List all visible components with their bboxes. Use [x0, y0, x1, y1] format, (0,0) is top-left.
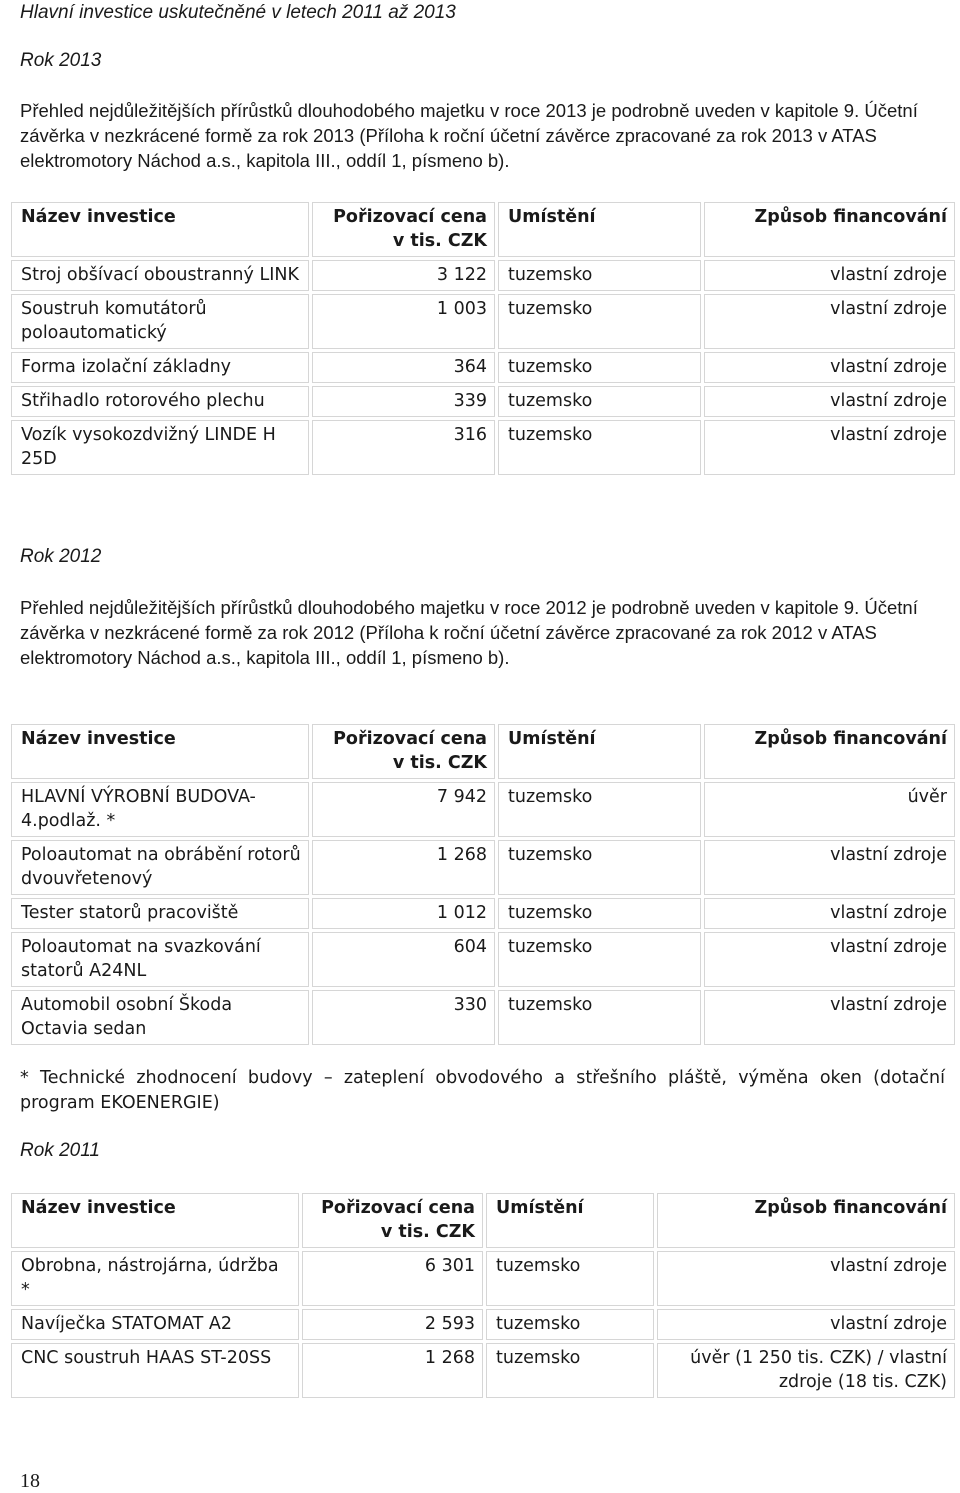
header-name: Název investice	[11, 202, 309, 257]
location: tuzemsko	[498, 840, 701, 895]
financing-method: vlastní zdroje	[704, 294, 955, 349]
investment-name: Forma izolační základny	[11, 352, 309, 383]
financing-method: vlastní zdroje	[704, 898, 955, 929]
financing-method: vlastní zdroje	[704, 260, 955, 291]
page-heading: Hlavní investice uskutečněné v letech 2011 až 2013	[20, 2, 456, 23]
table-header-row	[11, 202, 955, 257]
location: tuzemsko	[486, 1309, 654, 1340]
acquisition-price: 2 593	[302, 1309, 483, 1340]
section-title-2013: Rok 2013	[20, 50, 102, 71]
table-row	[11, 898, 955, 929]
location: tuzemsko	[486, 1251, 654, 1306]
investment-table-2013	[8, 199, 958, 478]
financing-method: vlastní zdroje	[704, 932, 955, 987]
investment-name: Navíječka STATOMAT A2	[11, 1309, 299, 1340]
table-row	[11, 260, 955, 291]
acquisition-price: 1 268	[312, 840, 495, 895]
investment-name: Stroj obšívací oboustranný LINK	[11, 260, 309, 291]
paragraph-2012: Přehled nejdůležitějších přírůstků dlouhodobého majetku v roce 2012 je podrobně uveden v kapitole 9. Účetní závěrka v nezkrácené formě za rok 2012 (Příloha k roční účetní závěrce zpracované za rok 2012 v ATAS elektromotory Náchod a.s., kapitola III., oddíl 1, písmeno b).	[20, 597, 918, 668]
acquisition-price: 316	[312, 420, 495, 475]
financing-method: úvěr (1 250 tis. CZK) / vlastní zdroje (18 tis. CZK)	[657, 1343, 955, 1398]
section-title-2012: Rok 2012	[20, 546, 102, 567]
location: tuzemsko	[498, 898, 701, 929]
acquisition-price: 330	[312, 990, 495, 1045]
investment-name: Obrobna, nástrojárna, údržba *	[11, 1251, 299, 1306]
acquisition-price: 1 012	[312, 898, 495, 929]
paragraph-2013: Přehled nejdůležitějších přírůstků dlouhodobého majetku v roce 2013 je podrobně uveden v kapitole 9. Účetní závěrka v nezkrácené formě za rok 2013 (Příloha k roční účetní závěrce zpracované za rok 2013 v ATAS elektromotory Náchod a.s., kapitola III., oddíl 1, písmeno b).	[20, 100, 918, 171]
table-row	[11, 1343, 955, 1398]
table-row	[11, 294, 955, 349]
acquisition-price: 339	[312, 386, 495, 417]
investment-name: CNC soustruh HAAS ST-20SS	[11, 1343, 299, 1398]
header-financing: Způsob financování	[704, 202, 955, 257]
acquisition-price: 6 301	[302, 1251, 483, 1306]
table-header-row	[11, 724, 955, 779]
table-row	[11, 932, 955, 987]
investment-name: Automobil osobní Škoda Octavia sedan	[11, 990, 309, 1045]
acquisition-price: 364	[312, 352, 495, 383]
financing-method: vlastní zdroje	[657, 1309, 955, 1340]
investment-name: Tester statorů pracoviště	[11, 898, 309, 929]
table-row	[11, 782, 955, 837]
investment-name: Soustruh komutátorů poloautomatický	[11, 294, 309, 349]
table-row	[11, 386, 955, 417]
investment-name: Vozík vysokozdvižný LINDE H 25D	[11, 420, 309, 475]
location: tuzemsko	[498, 386, 701, 417]
investment-name: Střihadlo rotorového plechu	[11, 386, 309, 417]
page-number: 18	[20, 1470, 40, 1492]
location: tuzemsko	[498, 932, 701, 987]
header-price: Pořizovací cena v tis. CZK	[312, 724, 495, 779]
location: tuzemsko	[498, 782, 701, 837]
location: tuzemsko	[498, 420, 701, 475]
location: tuzemsko	[498, 260, 701, 291]
investment-name: Poloautomat na obrábění rotorů dvouvřetenový	[11, 840, 309, 895]
location: tuzemsko	[486, 1343, 654, 1398]
table-row	[11, 420, 955, 475]
section-title-2011: Rok 2011	[20, 1140, 100, 1161]
acquisition-price: 7 942	[312, 782, 495, 837]
table-row	[11, 990, 955, 1045]
header-name: Název investice	[11, 724, 309, 779]
table-row	[11, 1309, 955, 1340]
footnote-2012: * Technické zhodnocení budovy – zateplení obvodového a střešního pláště, výměna oken (dotační program EKOENERGIE)	[20, 1068, 945, 1113]
header-location: Umístění	[498, 202, 701, 257]
investment-name: Poloautomat na svazkování statorů A24NL	[11, 932, 309, 987]
acquisition-price: 1 268	[302, 1343, 483, 1398]
financing-method: úvěr	[704, 782, 955, 837]
acquisition-price: 3 122	[312, 260, 495, 291]
table-header-row	[11, 1193, 955, 1248]
table-row	[11, 352, 955, 383]
header-financing: Způsob financování	[704, 724, 955, 779]
table-row	[11, 840, 955, 895]
acquisition-price: 604	[312, 932, 495, 987]
location: tuzemsko	[498, 352, 701, 383]
header-location: Umístění	[498, 724, 701, 779]
financing-method: vlastní zdroje	[704, 420, 955, 475]
investment-table-2012	[8, 721, 958, 1048]
investment-name: HLAVNÍ VÝROBNÍ BUDOVA-4.podlaž. *	[11, 782, 309, 837]
financing-method: vlastní zdroje	[704, 840, 955, 895]
financing-method: vlastní zdroje	[704, 386, 955, 417]
financing-method: vlastní zdroje	[657, 1251, 955, 1306]
investment-table-2011	[8, 1190, 958, 1401]
header-location: Umístění	[486, 1193, 654, 1248]
location: tuzemsko	[498, 990, 701, 1045]
financing-method: vlastní zdroje	[704, 352, 955, 383]
table-row	[11, 1251, 955, 1306]
financing-method: vlastní zdroje	[704, 990, 955, 1045]
header-price: Pořizovací cena v tis. CZK	[302, 1193, 483, 1248]
acquisition-price: 1 003	[312, 294, 495, 349]
location: tuzemsko	[498, 294, 701, 349]
header-financing: Způsob financování	[657, 1193, 955, 1248]
header-name: Název investice	[11, 1193, 299, 1248]
header-price: Pořizovací cena v tis. CZK	[312, 202, 495, 257]
